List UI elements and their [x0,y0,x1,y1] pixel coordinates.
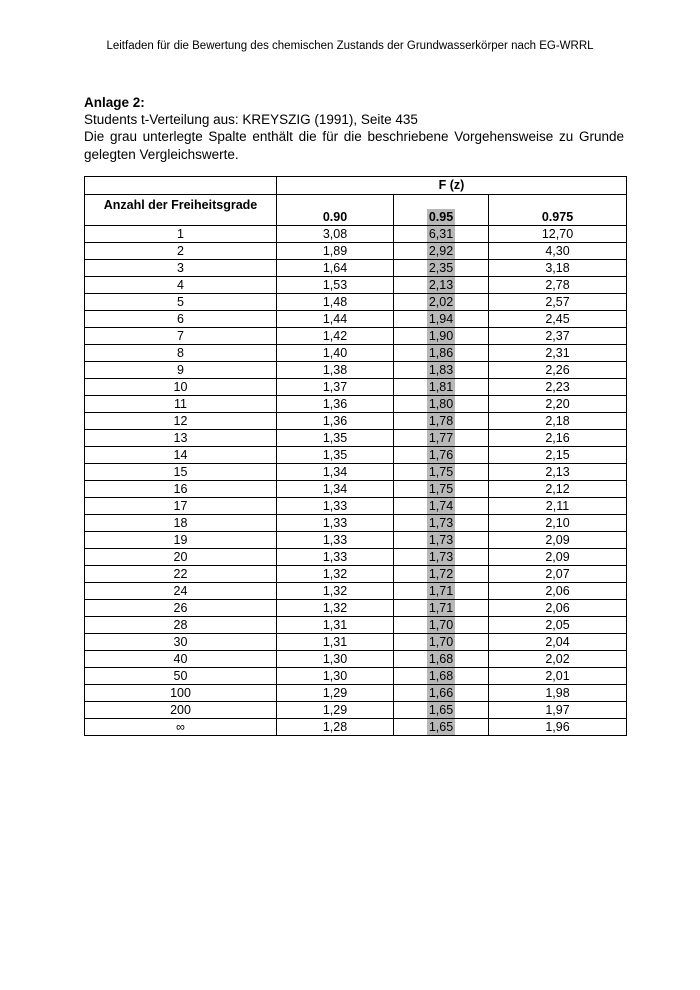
cell-value-095 [394,464,489,481]
table-row [85,464,627,481]
cell-value-090: 1,35 [277,430,394,447]
cell-value-090: 1,36 [277,396,394,413]
column-header-0975: 0.975 [489,195,627,226]
cell-value-095-highlighted: 1,70 [428,635,454,649]
cell-value-095-highlighted: 1,75 [428,482,454,496]
table-row [85,226,627,243]
cell-value-090: 1,28 [277,719,394,736]
column-header-090: 0.90 [277,195,394,226]
cell-degrees-of-freedom: 15 [85,464,277,481]
cell-degrees-of-freedom: 11 [85,396,277,413]
cell-degrees-of-freedom: 7 [85,328,277,345]
cell-value-095 [394,549,489,566]
cell-value-090: 1,42 [277,328,394,345]
cell-value-090: 1,31 [277,617,394,634]
cell-value-090: 1,34 [277,481,394,498]
table-row [85,668,627,685]
cell-value-0975: 2,26 [489,362,627,379]
cell-value-095-highlighted: 1,66 [428,686,454,700]
cell-degrees-of-freedom: 4 [85,277,277,294]
table-row [85,549,627,566]
cell-degrees-of-freedom: 5 [85,294,277,311]
cell-value-090: 3,08 [277,226,394,243]
cell-value-095-highlighted: 2,92 [428,244,454,258]
cell-value-095-highlighted: 1,65 [428,703,454,717]
cell-degrees-of-freedom: 2 [85,243,277,260]
cell-value-090: 1,53 [277,277,394,294]
cell-value-0975: 1,97 [489,702,627,719]
cell-value-0975: 2,13 [489,464,627,481]
cell-value-090: 1,48 [277,294,394,311]
cell-degrees-of-freedom: 19 [85,532,277,549]
cell-value-095 [394,600,489,617]
cell-value-090: 1,36 [277,413,394,430]
table-row [85,430,627,447]
cell-value-090: 1,89 [277,243,394,260]
cell-degrees-of-freedom: 18 [85,515,277,532]
cell-value-095 [394,651,489,668]
cell-value-095-highlighted: 1,80 [428,397,454,411]
table-row [85,634,627,651]
cell-degrees-of-freedom: 6 [85,311,277,328]
cell-value-0975: 4,30 [489,243,627,260]
description-text: Die grau unterlegte Spalte enthält die für die beschriebene Vorgehensweise zu Grunde gelegten Vergleichswerte. [84,129,624,162]
cell-value-0975: 2,02 [489,651,627,668]
cell-degrees-of-freedom: 17 [85,498,277,515]
cell-value-095-highlighted: 1,86 [428,346,454,360]
cell-value-095 [394,413,489,430]
cell-value-095 [394,311,489,328]
cell-value-090: 1,32 [277,566,394,583]
cell-value-0975: 2,23 [489,379,627,396]
table-body [85,226,627,736]
cell-value-095-highlighted: 2,35 [428,261,454,275]
cell-value-095 [394,702,489,719]
cell-degrees-of-freedom: 28 [85,617,277,634]
cell-value-095 [394,345,489,362]
table-row [85,515,627,532]
cell-degrees-of-freedom: 14 [85,447,277,464]
table-row [85,685,627,702]
cell-value-0975: 2,45 [489,311,627,328]
cell-value-095-highlighted: 1,73 [428,533,454,547]
cell-value-095-highlighted: 1,68 [428,652,454,666]
cell-degrees-of-freedom: 12 [85,413,277,430]
table-row [85,532,627,549]
cell-value-095 [394,328,489,345]
cell-value-095 [394,277,489,294]
cell-value-095-highlighted: 1,68 [428,669,454,683]
cell-value-0975: 12,70 [489,226,627,243]
cell-value-095 [394,362,489,379]
table-header-row-levels [85,195,627,226]
cell-value-0975: 2,57 [489,294,627,311]
table-row [85,328,627,345]
cell-degrees-of-freedom: 26 [85,600,277,617]
table-row [85,481,627,498]
cell-value-095 [394,617,489,634]
cell-degrees-of-freedom: 22 [85,566,277,583]
cell-value-0975: 2,11 [489,498,627,515]
cell-value-0975: 2,12 [489,481,627,498]
table-row [85,447,627,464]
table-row [85,294,627,311]
table-row [85,396,627,413]
cell-value-095 [394,634,489,651]
cell-value-090: 1,38 [277,362,394,379]
cell-value-095-highlighted: 1,73 [428,516,454,530]
cell-value-090: 1,37 [277,379,394,396]
cell-degrees-of-freedom: 9 [85,362,277,379]
cell-value-090: 1,29 [277,685,394,702]
cell-value-090: 1,30 [277,668,394,685]
dof-column-header: Anzahl der Freiheitsgrade [85,195,277,226]
cell-value-095 [394,481,489,498]
table-row [85,345,627,362]
table-row [85,379,627,396]
cell-value-095-highlighted: 1,81 [428,380,454,394]
cell-value-0975: 2,78 [489,277,627,294]
cell-value-095-highlighted: 6,31 [428,227,454,241]
cell-value-090: 1,34 [277,464,394,481]
cell-value-095 [394,396,489,413]
table-row [85,651,627,668]
cell-value-090: 1,33 [277,532,394,549]
cell-degrees-of-freedom: 30 [85,634,277,651]
cell-value-095-highlighted: 1,76 [428,448,454,462]
table-row [85,600,627,617]
cell-value-090: 1,30 [277,651,394,668]
table-row [85,277,627,294]
cell-value-0975: 3,18 [489,260,627,277]
cell-value-090: 1,33 [277,549,394,566]
cell-value-0975: 2,09 [489,532,627,549]
cell-degrees-of-freedom: 16 [85,481,277,498]
cell-value-090: 1,35 [277,447,394,464]
cell-degrees-of-freedom: 50 [85,668,277,685]
cell-degrees-of-freedom: ∞ [85,719,277,736]
cell-degrees-of-freedom: 8 [85,345,277,362]
table-row [85,566,627,583]
cell-value-095 [394,260,489,277]
cell-value-090: 1,29 [277,702,394,719]
cell-value-0975: 1,96 [489,719,627,736]
table-row [85,498,627,515]
cell-value-090: 1,44 [277,311,394,328]
cell-value-0975: 1,98 [489,685,627,702]
cell-value-090: 1,31 [277,634,394,651]
cell-value-090: 1,33 [277,498,394,515]
cell-value-0975: 2,37 [489,328,627,345]
table-row [85,583,627,600]
cell-value-090: 1,32 [277,600,394,617]
cell-value-095-highlighted: 1,83 [428,363,454,377]
cell-degrees-of-freedom: 100 [85,685,277,702]
cell-degrees-of-freedom: 13 [85,430,277,447]
cell-value-095-highlighted: 1,74 [428,499,454,513]
cell-value-0975: 2,07 [489,566,627,583]
cell-value-0975: 2,05 [489,617,627,634]
cell-value-0975: 2,06 [489,600,627,617]
cell-value-095 [394,668,489,685]
cell-value-095 [394,498,489,515]
table-header-row-group [85,177,627,195]
t-distribution-table [84,176,627,736]
cell-value-090: 1,32 [277,583,394,600]
cell-value-095 [394,685,489,702]
cell-value-0975: 2,15 [489,447,627,464]
empty-header-cell [85,177,277,195]
cell-value-095 [394,226,489,243]
table-row [85,260,627,277]
cell-value-095 [394,447,489,464]
cell-degrees-of-freedom: 10 [85,379,277,396]
fz-group-header: F (z) [277,177,627,195]
source-line: Students t-Verteilung aus: KREYSZIG (1991), Seite 435 [84,112,418,128]
cell-degrees-of-freedom: 20 [85,549,277,566]
table-row [85,362,627,379]
cell-value-095-highlighted: 2,02 [428,295,454,309]
cell-value-095-highlighted: 1,73 [428,550,454,564]
table-row [85,413,627,430]
intro-section [84,94,624,163]
cell-value-090: 1,64 [277,260,394,277]
column-header-095 [394,195,489,226]
cell-degrees-of-freedom: 200 [85,702,277,719]
cell-value-0975: 2,06 [489,583,627,600]
cell-value-0975: 2,01 [489,668,627,685]
cell-value-095 [394,566,489,583]
cell-value-0975: 2,16 [489,430,627,447]
running-header: Leitfaden für die Bewertung des chemischen Zustands der Grundwasserkörper nach EG-WRRL [106,40,594,52]
cell-value-095 [394,430,489,447]
cell-value-090: 1,40 [277,345,394,362]
cell-value-095 [394,515,489,532]
cell-value-090: 1,33 [277,515,394,532]
cell-value-095 [394,583,489,600]
cell-value-095-highlighted: 1,71 [428,584,454,598]
cell-value-095 [394,379,489,396]
cell-value-0975: 2,04 [489,634,627,651]
cell-degrees-of-freedom: 24 [85,583,277,600]
cell-degrees-of-freedom: 1 [85,226,277,243]
table-row [85,617,627,634]
cell-value-095-highlighted: 1,65 [428,720,454,734]
table-row [85,243,627,260]
cell-value-095 [394,243,489,260]
cell-value-0975: 2,31 [489,345,627,362]
cell-degrees-of-freedom: 40 [85,651,277,668]
cell-value-095-highlighted: 2,13 [428,278,454,292]
cell-value-0975: 2,20 [489,396,627,413]
cell-value-095 [394,719,489,736]
cell-value-0975: 2,18 [489,413,627,430]
cell-value-095-highlighted: 1,78 [428,414,454,428]
table-row [85,702,627,719]
cell-value-095 [394,294,489,311]
cell-value-095-highlighted: 1,77 [428,431,454,445]
cell-value-095-highlighted: 1,90 [428,329,454,343]
cell-value-095 [394,532,489,549]
cell-value-0975: 2,10 [489,515,627,532]
cell-value-095-highlighted: 1,75 [428,465,454,479]
cell-value-095-highlighted: 1,94 [428,312,454,326]
cell-value-095-highlighted: 1,71 [428,601,454,615]
cell-value-095-highlighted: 1,72 [428,567,454,581]
table-row [85,719,627,736]
table-row [85,311,627,328]
cell-value-095-highlighted: 1,70 [428,618,454,632]
column-header-095-label: 0.95 [428,210,454,224]
appendix-heading: Anlage 2: [84,95,145,110]
cell-value-0975: 2,09 [489,549,627,566]
cell-degrees-of-freedom: 3 [85,260,277,277]
